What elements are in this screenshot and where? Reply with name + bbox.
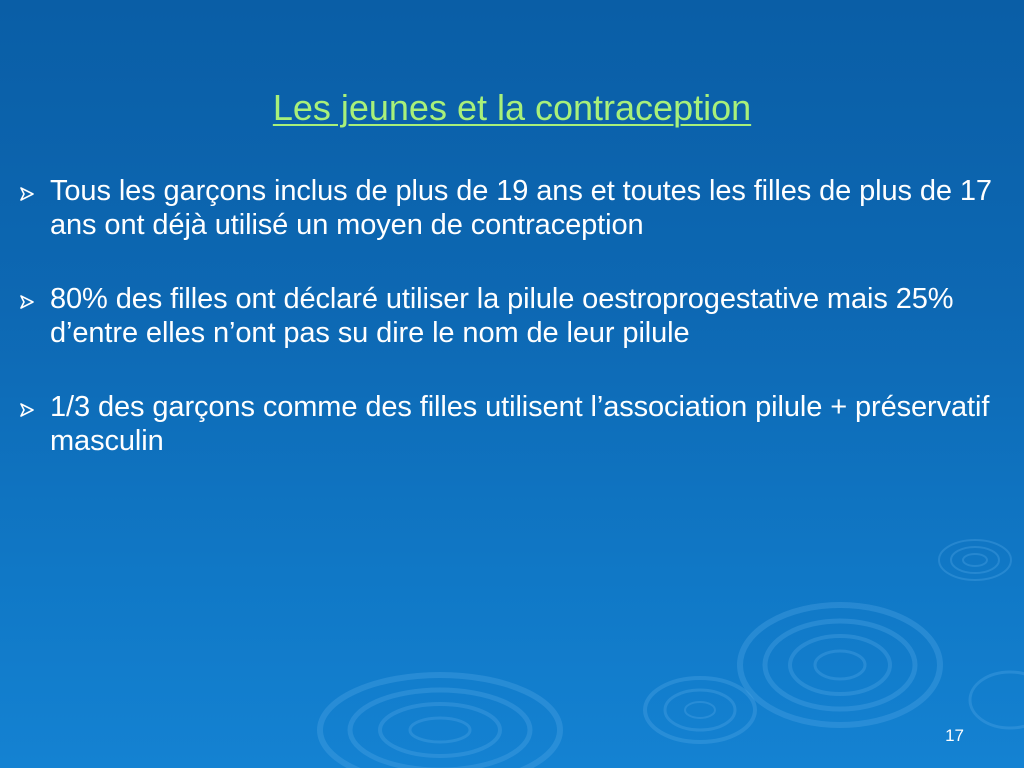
bullet-text: 80% des filles ont déclaré utiliser la pilule oestroprogestative mais 25% d’entre elles n’ont pas su dire le nom de leur pilule xyxy=(50,283,954,349)
ripple-right-edge xyxy=(970,672,1024,728)
bullet-text: 1/3 des garçons comme des filles utilisent l’association pilule + préservatif masculin xyxy=(50,391,990,457)
arrow-head-icon xyxy=(20,282,50,322)
ripple-bottom xyxy=(320,675,560,768)
ripple-large xyxy=(740,605,940,725)
bullet-item xyxy=(20,390,1010,458)
slide-title: Les jeunes et la contraception xyxy=(272,87,752,128)
ripple-small xyxy=(939,540,1011,580)
page-number: 17 xyxy=(945,726,964,745)
arrow-head-icon xyxy=(20,174,50,214)
bullet-item xyxy=(20,174,1010,242)
bullet-text: Tous les garçons inclus de plus de 19 ans et toutes les filles de plus de 17 ans ont déjà utilisé un moyen de contraception xyxy=(50,175,992,241)
bullet-list xyxy=(20,174,1010,498)
arrow-head-icon xyxy=(20,390,50,430)
bullet-item xyxy=(20,282,1010,350)
ripple-medium xyxy=(645,678,755,742)
